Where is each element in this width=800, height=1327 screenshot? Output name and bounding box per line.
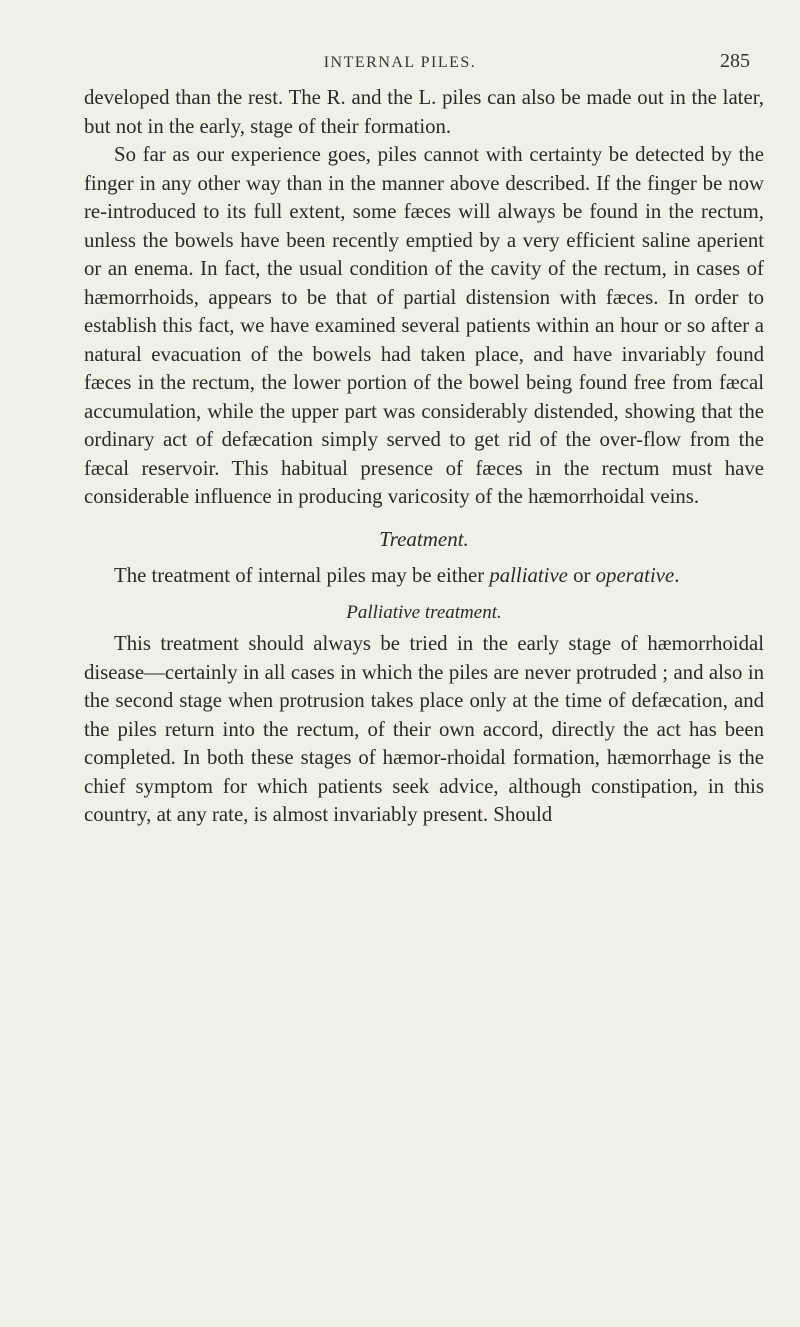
- term-operative: operative: [595, 563, 675, 587]
- treatment-intro-or: or: [567, 563, 596, 587]
- running-title: INTERNAL PILES.: [323, 54, 477, 71]
- term-palliative: palliative: [489, 563, 568, 587]
- paragraph-experience: So far as our experience goes, piles cannot with certainty be detected by the finger in any other way than in the manner above described. If the finger be now re-introduced to its full extent, some fæces will always be found in the rectum, unless the bowels have been recently emptied by a very efficient saline aperient or an enema. In fact, the usual condition of the cavity of the rectum, in cases of hæmorrhoids, appears to be that of partial distension with fæces. In order to establish this fact, we have examined several patients within an hour or so after a natural evacuation of the bowels had taken place, and have invariably found fæces in the rectum, the lower portion of the bowel being found free from fæcal accumulation, while the upper part was considerably distended, showing that the ordinary act of defæcation simply served to get rid of the over-flow from the fæcal reservoir. This habitual presence of fæces in the rectum must have considerable influence in producing varicosity of the hæmorrhoidal veins.: [84, 143, 764, 508]
- treatment-intro-end: .: [674, 563, 680, 587]
- running-head: [0, 50, 800, 80]
- page-number: 285: [720, 50, 750, 72]
- body-text: [84, 84, 764, 830]
- heading-palliative-treatment: Palliative treatment.: [346, 602, 502, 623]
- heading-treatment: Treatment.: [379, 526, 469, 551]
- paragraph-continuation: developed than the rest. The R. and the L. piles can also be made out in the later, but not in the early, stage of their formation.: [84, 86, 764, 138]
- treatment-intro-text: The treatment of internal piles may be either: [114, 563, 490, 587]
- paragraph-palliative: This treatment should always be tried in the early stage of hæmorrhoidal disease—certainly in all cases in which the piles are never protruded ; and also in the second stage when protrusion takes place only at the time of defæcation, and the piles return into the rectum, of their own accord, directly the act has been completed. In both these stages of hæmor-rhoidal formation, hæmorrhage is the chief symptom for which patients seek advice, although constipation, in this country, at any rate, is almost invariably present. Should: [84, 632, 764, 826]
- paragraph-treatment-intro: [84, 562, 764, 591]
